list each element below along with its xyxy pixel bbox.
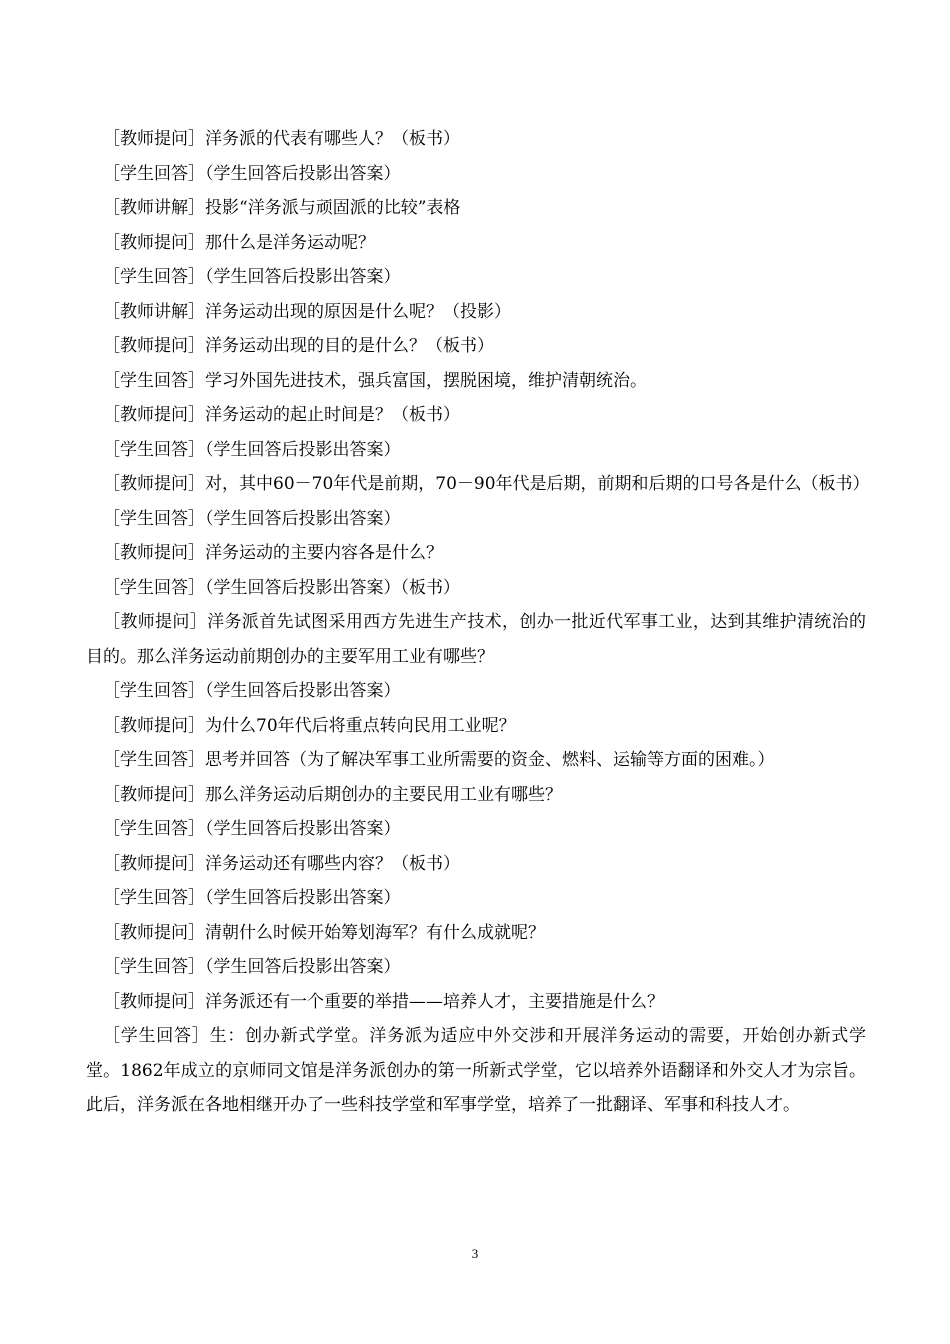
paragraph: ［学生回答］（学生回答后投影出答案） [103, 508, 401, 529]
paragraph: ［教师提问］洋务运动的主要内容各是什么？ [103, 543, 443, 563]
paragraph: ［教师提问］洋务派首先试图采用西方先进生产技术，创办一批近代军事工业，达到其维护清统治的目的。那么洋务运动前期创办的主要军用工业有哪些？ [86, 612, 866, 667]
paragraph: ［教师提问］洋务运动的起止时间是？（板书） [103, 405, 460, 425]
paragraph: ［学生回答］（学生回答后投影出答案） [103, 681, 401, 701]
paragraph: ［教师提问］那什么是洋务运动呢？ [103, 232, 375, 253]
page-body [86, 122, 870, 1123]
paragraph: ［教师提问］那么洋务运动后期创办的主要民用工业有哪些？ [103, 784, 562, 805]
paragraph: ［学生回答］（学生回答后投影出答案） [103, 888, 401, 908]
paragraph: ［教师提问］洋务派还有一个重要的举措——培养人才，主要措施是什么？ [103, 991, 664, 1012]
paragraph: ［学生回答］（学生回答后投影出答案） [103, 267, 401, 287]
paragraph: ［教师提问］洋务派的代表有哪些人？（板书） [103, 129, 460, 149]
paragraph: ［教师提问］对，其中60－70年代是前期，70－90年代是后期，前期和后期的口号各是什么（板书） [103, 474, 870, 494]
paragraph: ［学生回答］（学生回答后投影出答案） [103, 439, 401, 460]
paragraph: ［学生回答］（学生回答后投影出答案）（板书） [103, 577, 460, 598]
page-number: 3 [471, 1246, 479, 1261]
paragraph: ［教师提问］清朝什么时候开始筹划海军？有什么成就呢？ [103, 922, 545, 943]
paragraph: ［学生回答］（学生回答后投影出答案） [103, 819, 401, 839]
paragraph: ［学生回答］（学生回答后投影出答案） [103, 957, 401, 977]
paragraph: ［学生回答］（学生回答后投影出答案） [103, 163, 401, 184]
paragraph: ［教师提问］为什么70年代后将重点转向民用工业呢？ [103, 715, 516, 736]
paragraph: ［学生回答］思考并回答（为了解决军事工业所需要的资金、燃料、运输等方面的困难。） [103, 750, 775, 770]
paragraph: ［教师讲解］投影“洋务派与顽固派的比较”表格 [103, 198, 461, 218]
paragraph: ［学生回答］学习外国先进技术，强兵富国，摆脱困境，维护清朝统治。 [103, 370, 647, 391]
paragraph: ［教师提问］洋务运动出现的目的是什么？（板书） [103, 336, 494, 356]
paragraph: ［教师提问］洋务运动还有哪些内容？（板书） [103, 853, 460, 874]
paragraph: ［教师讲解］洋务运动出现的原因是什么呢？（投影） [103, 301, 511, 322]
paragraph: ［学生回答］生：创办新式学堂。洋务派为适应中外交涉和开展洋务运动的需要，开始创办新式学堂。1862年成立的京师同文馆是洋务派创办的第一所新式学堂，它以培养外语翻译和外交人才为宗旨。此后，洋务派在各地相继开办了一些科技学堂和军事学堂，培养了一批翻译、军事和科技人才。 [86, 1026, 866, 1115]
